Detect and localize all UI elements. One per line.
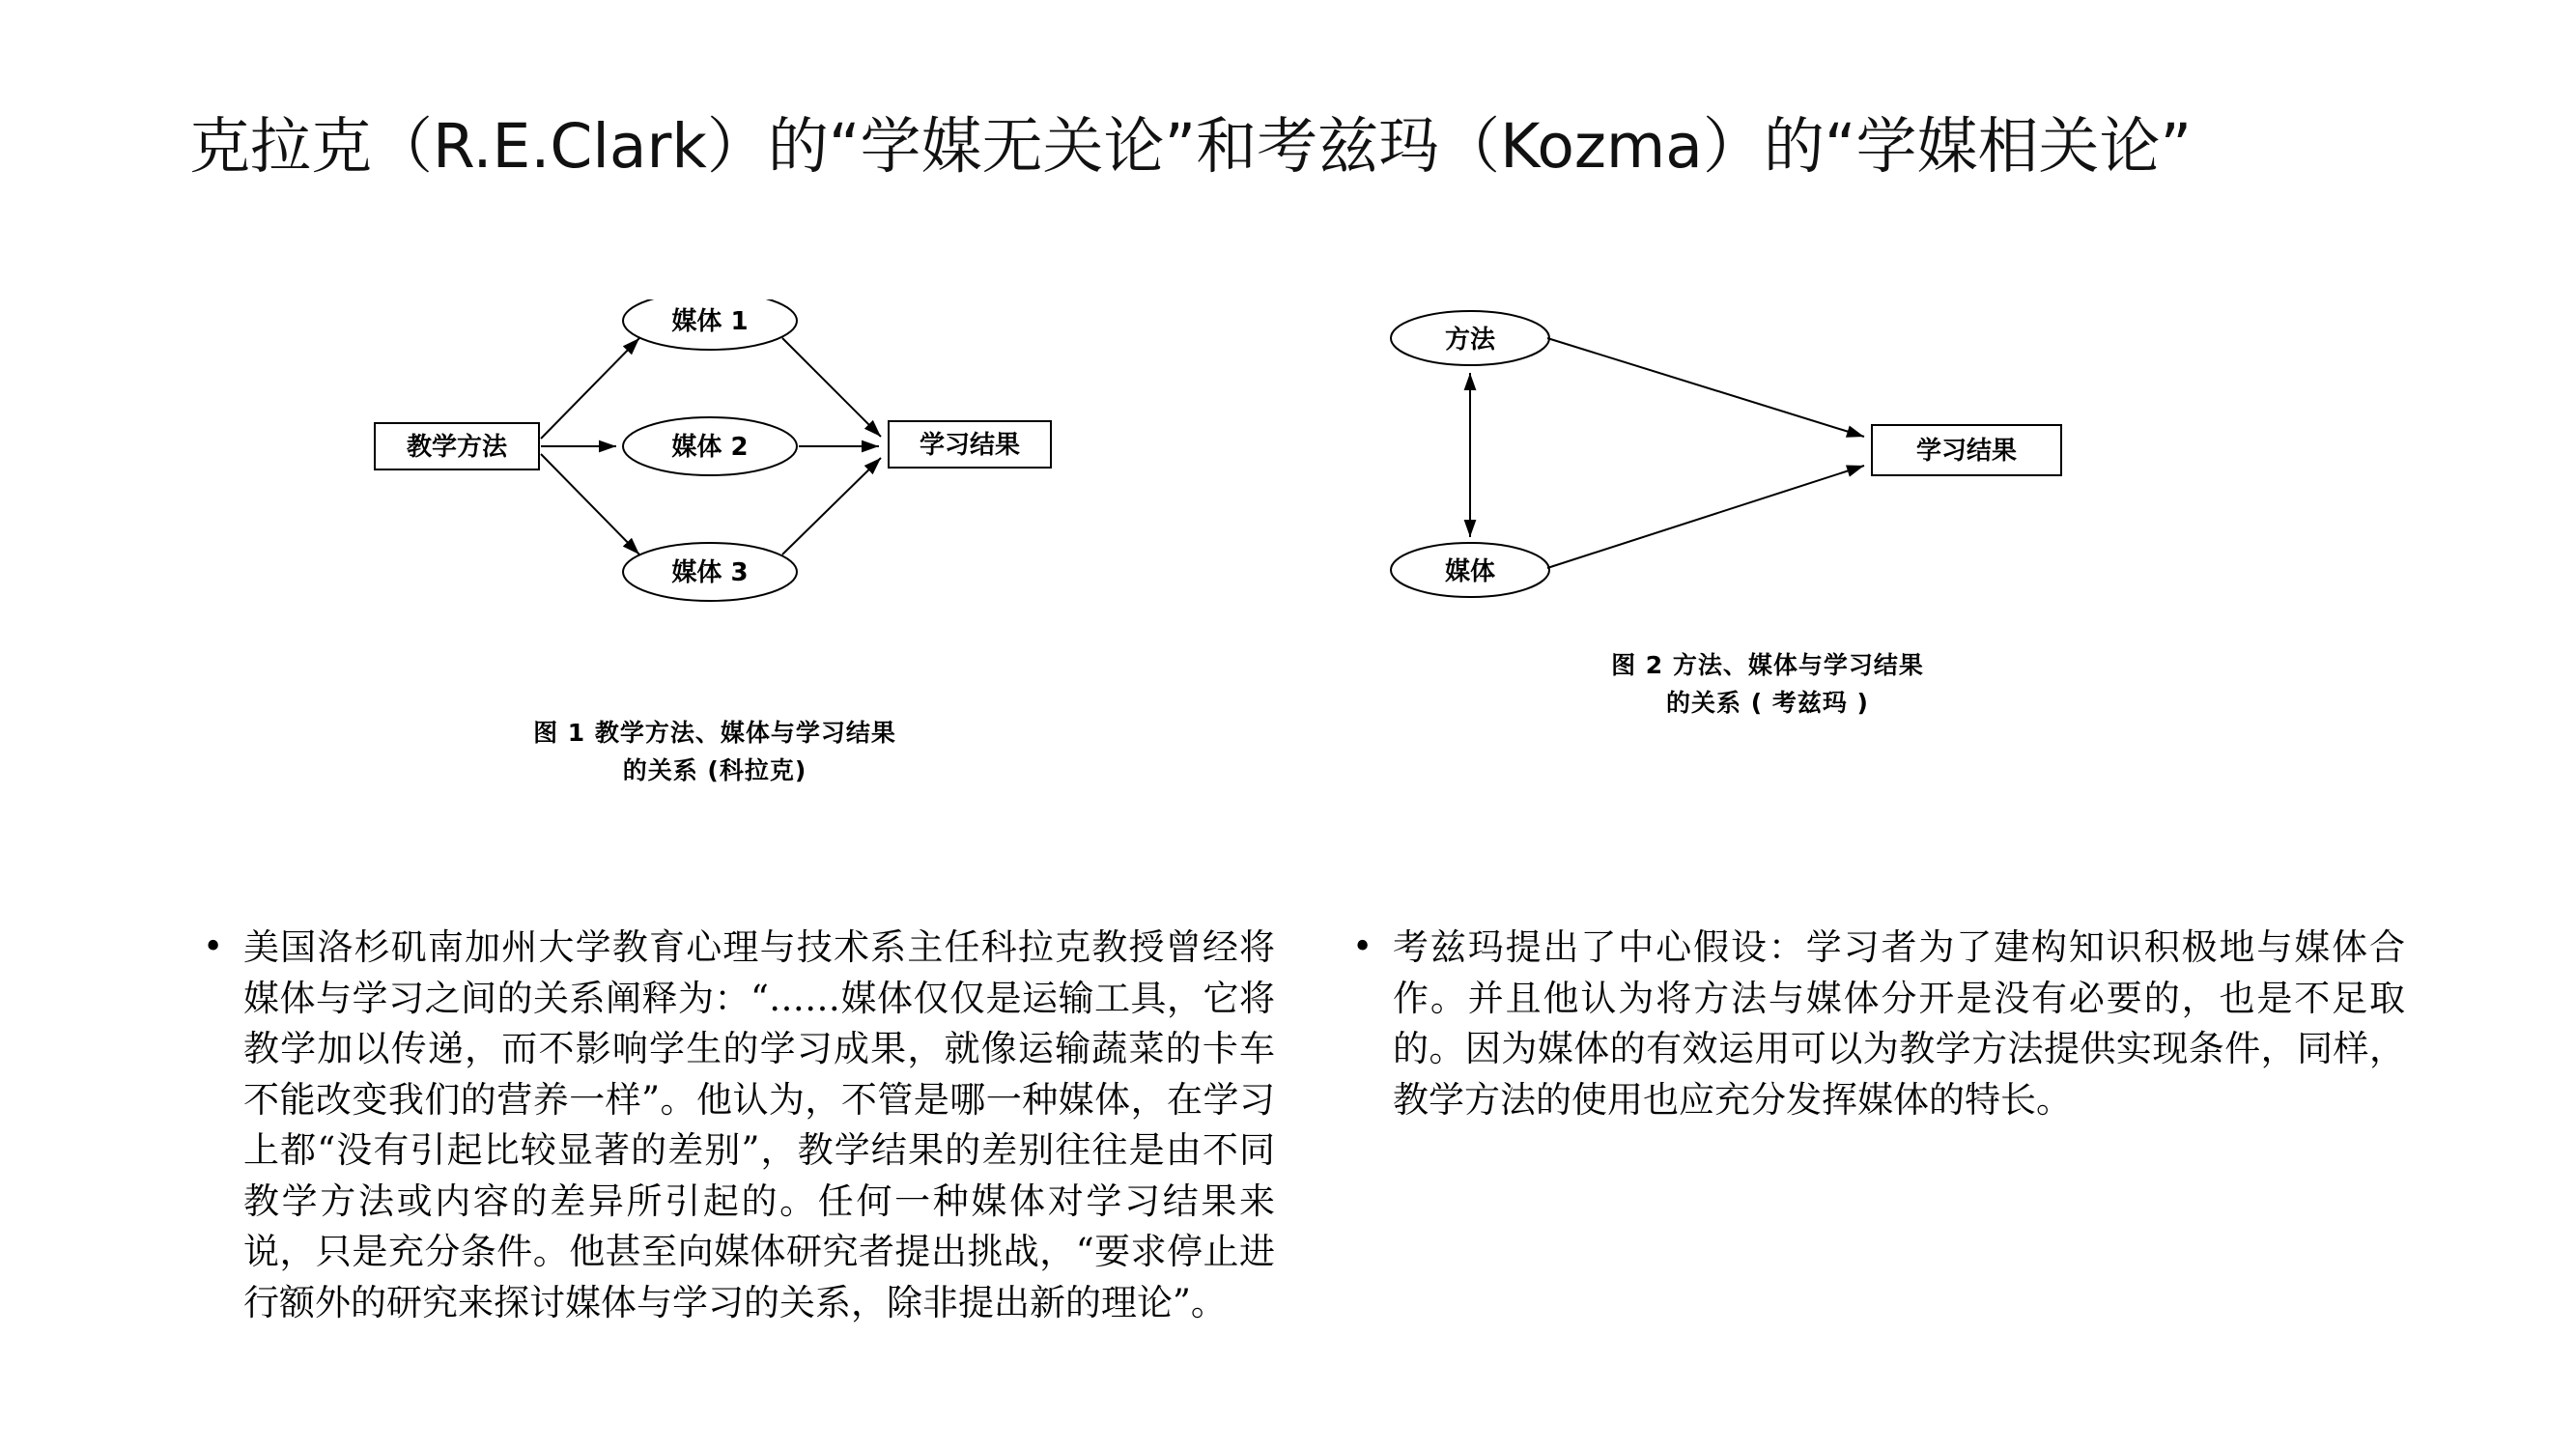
node-label-method: 方法	[1444, 326, 1496, 355]
node-label-outcome: 学习结果	[919, 431, 1021, 460]
figure-kozma-caption-line2: 的关系 ( 考兹玛 )	[1666, 688, 1869, 717]
figure-kozma-diagram	[1381, 299, 2077, 647]
figure-clark-caption-line2: 的关系 (科拉克)	[622, 755, 807, 784]
edge-media-outcome	[1547, 466, 1864, 568]
body-column-right	[1352, 923, 2405, 1125]
node-label-media3: 媒体 3	[671, 558, 749, 587]
figure-clark-diagram	[367, 299, 1062, 715]
figure-kozma-caption-line1: 图 2 方法、媒体与学习结果	[1611, 651, 1924, 679]
body-column-left	[203, 923, 1275, 1328]
edge-media3-outcome	[782, 458, 881, 554]
edge-method-outcome	[1547, 338, 1864, 437]
node-label-kozma-outcome: 学习结果	[1915, 437, 2018, 466]
figure-clark-caption	[435, 715, 995, 790]
edge-media1-outcome	[782, 338, 881, 437]
edge-source-media1	[541, 338, 639, 439]
figure-kozma	[1381, 299, 2077, 898]
bullet-item-kozma	[1352, 923, 2405, 1125]
figure-clark-caption-line1: 图 1 教学方法、媒体与学习结果	[533, 719, 896, 747]
node-label-source: 教学方法	[406, 433, 508, 462]
bullet-marker: •	[203, 927, 224, 967]
node-label-media1: 媒体 1	[671, 307, 749, 336]
bullet-text-clark: 美国洛杉矶南加州大学教育心理与技术系主任科拉克教授曾经将媒体与学习之间的关系阐释为：“……媒体仅仅是运输工具，它将教学加以传递，而不影响学生的学习成果，就像运输蔬菜的卡车不能改变我们的营养一样”。他认为，不管是哪一种媒体，在学习上都“没有引起比较显著的差别”，教学结果的差别往往是由不同教学方法或内容的差异所引起的。任何一种媒体对学习结果来说，只是充分条件。他甚至向媒体研究者提出挑战，“要求停止进行额外的研究来探讨媒体与学习的关系，除非提出新的理论”。	[243, 926, 1275, 1323]
figure-clark	[367, 299, 1062, 898]
bullet-marker: •	[1352, 927, 1373, 967]
figure-kozma-caption	[1478, 647, 2057, 723]
node-label-media: 媒体	[1444, 557, 1496, 586]
bullet-text-kozma: 考兹玛提出了中心假设：学习者为了建构知识积极地与媒体合作。并且他认为将方法与媒体分开是没有必要的，也是不足取的。因为媒体的有效运用可以为教学方法提供实现条件，同样，教学方法的使用也应充分发挥媒体的特长。	[1393, 926, 2405, 1121]
node-label-media2: 媒体 2	[671, 433, 749, 462]
page-title: 克拉克（R.E.Clark）的“学媒无关论”和考兹玛（Kozma）的“学媒相关论”	[189, 111, 2193, 182]
edge-source-media3	[541, 454, 639, 554]
bullet-item-clark	[203, 923, 1275, 1328]
